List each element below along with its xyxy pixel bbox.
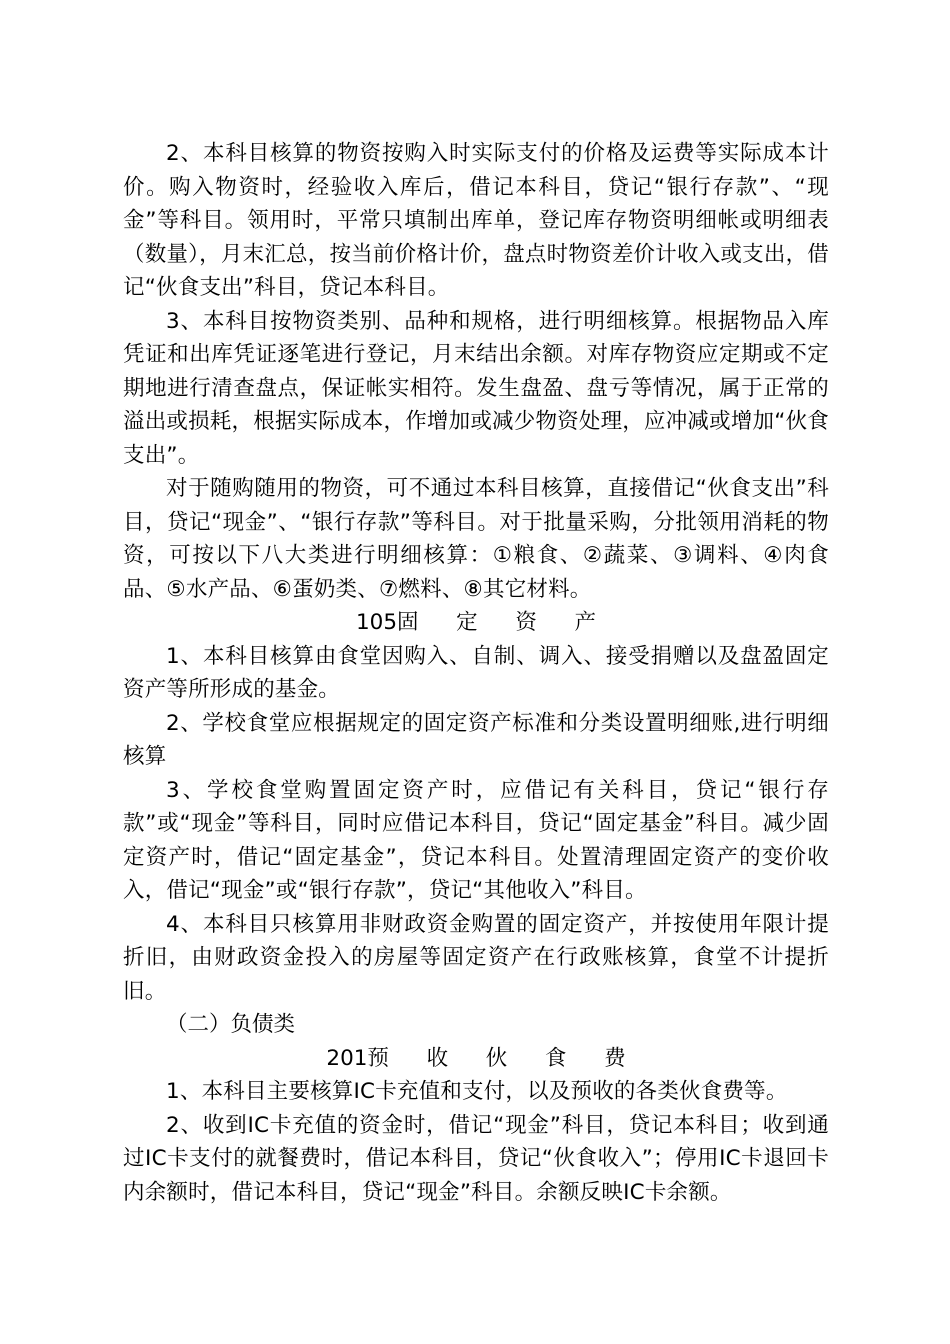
category-heading-liabilities: （二）负债类 <box>166 1012 296 1037</box>
document-body <box>123 137 829 1209</box>
paragraph: 2、本科目核算的物资按购入时实际支付的价格及运费等实际成本计价。购入物资时，经验收入库后，借记本科目，贷记“银行存款”、“现金”等科目。领用时，平常只填制出库单，登记库存物资明细帐或明细表（数量），月末汇总，按当前价格计价，盘点时物资差价计收入或支出，借记“伙食支出”科目，贷记本科目。 <box>123 141 829 300</box>
paragraph: 2、学校食堂应根据规定的固定资产标准和分类设置明细账,进行明细核算 <box>123 710 829 769</box>
section-heading-fixed-assets: 105固 定 资 产 <box>355 610 597 635</box>
paragraph: 1、本科目核算由食堂因购入、自制、调入、接受捐赠以及盘盈固定资产等所形成的基金。 <box>123 643 829 702</box>
paragraph: 3、学校食堂购置固定资产时，应借记有关科目，贷记“银行存款”或“现金”等科目，同时应借记本科目，贷记“固定基金”科目。减少固定资产时，借记“固定基金”，贷记本科目。处置清理固定资产的变价收入，借记“现金”或“银行存款”，贷记“其他收入”科目。 <box>123 777 829 903</box>
paragraph: 4、本科目只核算用非财政资金购置的固定资产，并按使用年限计提折旧，由财政资金投入的房屋等固定资产在行政账核算，食堂不计提折旧。 <box>123 911 829 1004</box>
paragraph: 1、本科目主要核算IC卡充值和支付，以及预收的各类伙食费等。 <box>166 1079 788 1104</box>
paragraph: 3、本科目按物资类别、品种和规格，进行明细核算。根据物品入库凭证和出库凭证逐笔进行登记，月末结出余额。对库存物资应定期或不定期地进行清查盘点，保证帐实相符。发生盘盈、盘亏等情况，属于正常的溢出或损耗，根据实际成本，作增加或减少物资处理，应冲减或增加“伙食支出”。 <box>123 308 829 468</box>
paragraph: 2、收到IC卡充值的资金时，借记“现金”科目，贷记本科目；收到通过IC卡支付的就餐费时，借记本科目，贷记“伙食收入”；停用IC卡退回卡内余额时，借记本科目，贷记“现金”科目。余额反映IC卡余额。 <box>123 1112 829 1205</box>
paragraph: 对于随购随用的物资，可不通过本科目核算，直接借记“伙食支出”科目，贷记“现金”、“银行存款”等科目。对于批量采购，分批领用消耗的物资，可按以下八大类进行明细核算：①粮食、②蔬菜、③调料、④肉食品、⑤水产品、⑥蛋奶类、⑦燃料、⑧其它材料。 <box>123 476 829 602</box>
section-heading-prepaid-meal-fees: 201预 收 伙 食 费 <box>326 1045 626 1071</box>
